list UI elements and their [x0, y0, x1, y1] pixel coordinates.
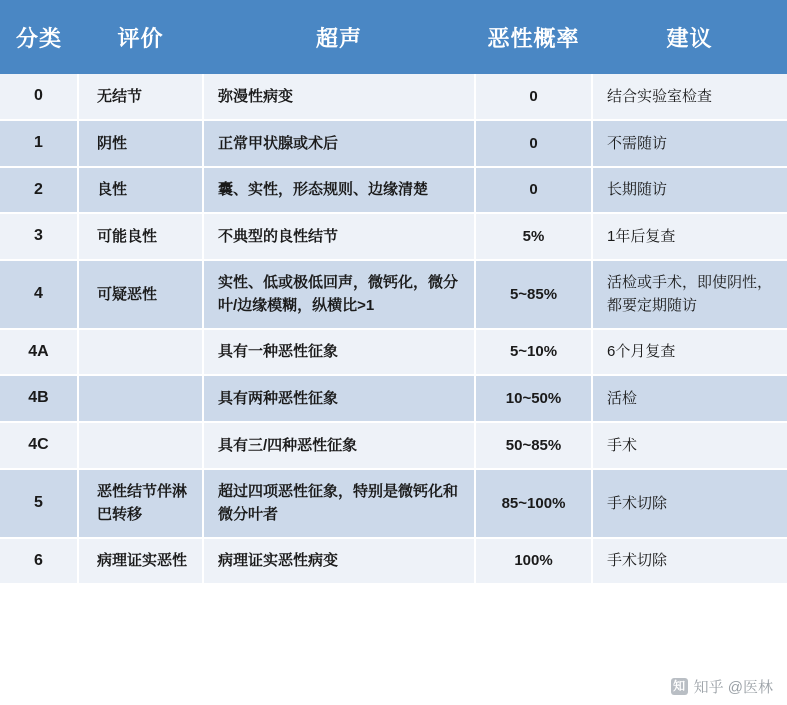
cell-category: 5: [0, 469, 78, 538]
header-row: [0, 0, 787, 74]
cell-probability: 5~85%: [475, 260, 592, 329]
cell-probability: 10~50%: [475, 375, 592, 422]
cell-recommendation: 1年后复查: [592, 213, 787, 260]
cell-recommendation: 结合实验室检查: [592, 74, 787, 120]
cell-evaluation: 恶性结节伴淋巴转移: [78, 469, 203, 538]
cell-probability: 0: [475, 167, 592, 214]
cell-recommendation: 长期随访: [592, 167, 787, 214]
cell-ultrasound: 弥漫性病变: [203, 74, 475, 120]
cell-evaluation: [78, 422, 203, 469]
cell-category: 4A: [0, 329, 78, 376]
cell-ultrasound: 具有三/四种恶性征象: [203, 422, 475, 469]
cell-category: 1: [0, 120, 78, 167]
cell-recommendation: 手术: [592, 422, 787, 469]
cell-recommendation: 活检或手术，即使阴性，都要定期随访: [592, 260, 787, 329]
table-row: [0, 469, 787, 538]
cell-probability: 0: [475, 120, 592, 167]
table-row: [0, 538, 787, 584]
table-row: [0, 422, 787, 469]
watermark: [671, 676, 773, 697]
column-header-ultrasound: 超声: [203, 0, 475, 74]
cell-ultrasound: 正常甲状腺或术后: [203, 120, 475, 167]
zhihu-logo-icon: 知: [671, 678, 688, 695]
cell-category: 4: [0, 260, 78, 329]
table-row: [0, 260, 787, 329]
cell-evaluation: [78, 329, 203, 376]
cell-recommendation: 6个月复查: [592, 329, 787, 376]
cell-ultrasound: 具有两种恶性征象: [203, 375, 475, 422]
column-header-evaluation: 评价: [78, 0, 203, 74]
cell-category: 4B: [0, 375, 78, 422]
table-row: [0, 213, 787, 260]
table-row: [0, 74, 787, 120]
cell-recommendation: 手术切除: [592, 469, 787, 538]
cell-category: 4C: [0, 422, 78, 469]
cell-category: 3: [0, 213, 78, 260]
table-header: [0, 0, 787, 74]
cell-ultrasound: 具有一种恶性征象: [203, 329, 475, 376]
cell-recommendation: 活检: [592, 375, 787, 422]
cell-ultrasound: 病理证实恶性病变: [203, 538, 475, 584]
cell-ultrasound: 囊、实性，形态规则、边缘清楚: [203, 167, 475, 214]
cell-evaluation: [78, 375, 203, 422]
cell-probability: 0: [475, 74, 592, 120]
cell-evaluation: 病理证实恶性: [78, 538, 203, 584]
watermark-text: 知乎 @医林: [693, 679, 773, 696]
table-row: [0, 167, 787, 214]
cell-evaluation: 可能良性: [78, 213, 203, 260]
cell-category: 6: [0, 538, 78, 584]
cell-evaluation: 无结节: [78, 74, 203, 120]
cell-evaluation: 可疑恶性: [78, 260, 203, 329]
column-header-category: 分类: [0, 0, 78, 74]
table-body: [0, 74, 787, 583]
column-header-malignancy-probability: 恶性概率: [475, 0, 592, 74]
cell-ultrasound: 实性、低或极低回声，微钙化，微分叶/边缘模糊，纵横比>1: [203, 260, 475, 329]
cell-probability: 50~85%: [475, 422, 592, 469]
table-row: [0, 375, 787, 422]
cell-probability: 85~100%: [475, 469, 592, 538]
cell-recommendation: 不需随访: [592, 120, 787, 167]
cell-evaluation: 阴性: [78, 120, 203, 167]
cell-ultrasound: 不典型的良性结节: [203, 213, 475, 260]
cell-ultrasound: 超过四项恶性征象，特别是微钙化和微分叶者: [203, 469, 475, 538]
cell-category: 2: [0, 167, 78, 214]
cell-probability: 100%: [475, 538, 592, 584]
table-row: [0, 120, 787, 167]
column-header-recommendation: 建议: [592, 0, 787, 74]
cell-probability: 5~10%: [475, 329, 592, 376]
cell-probability: 5%: [475, 213, 592, 260]
cell-recommendation: 手术切除: [592, 538, 787, 584]
cell-category: 0: [0, 74, 78, 120]
table-row: [0, 329, 787, 376]
cell-evaluation: 良性: [78, 167, 203, 214]
